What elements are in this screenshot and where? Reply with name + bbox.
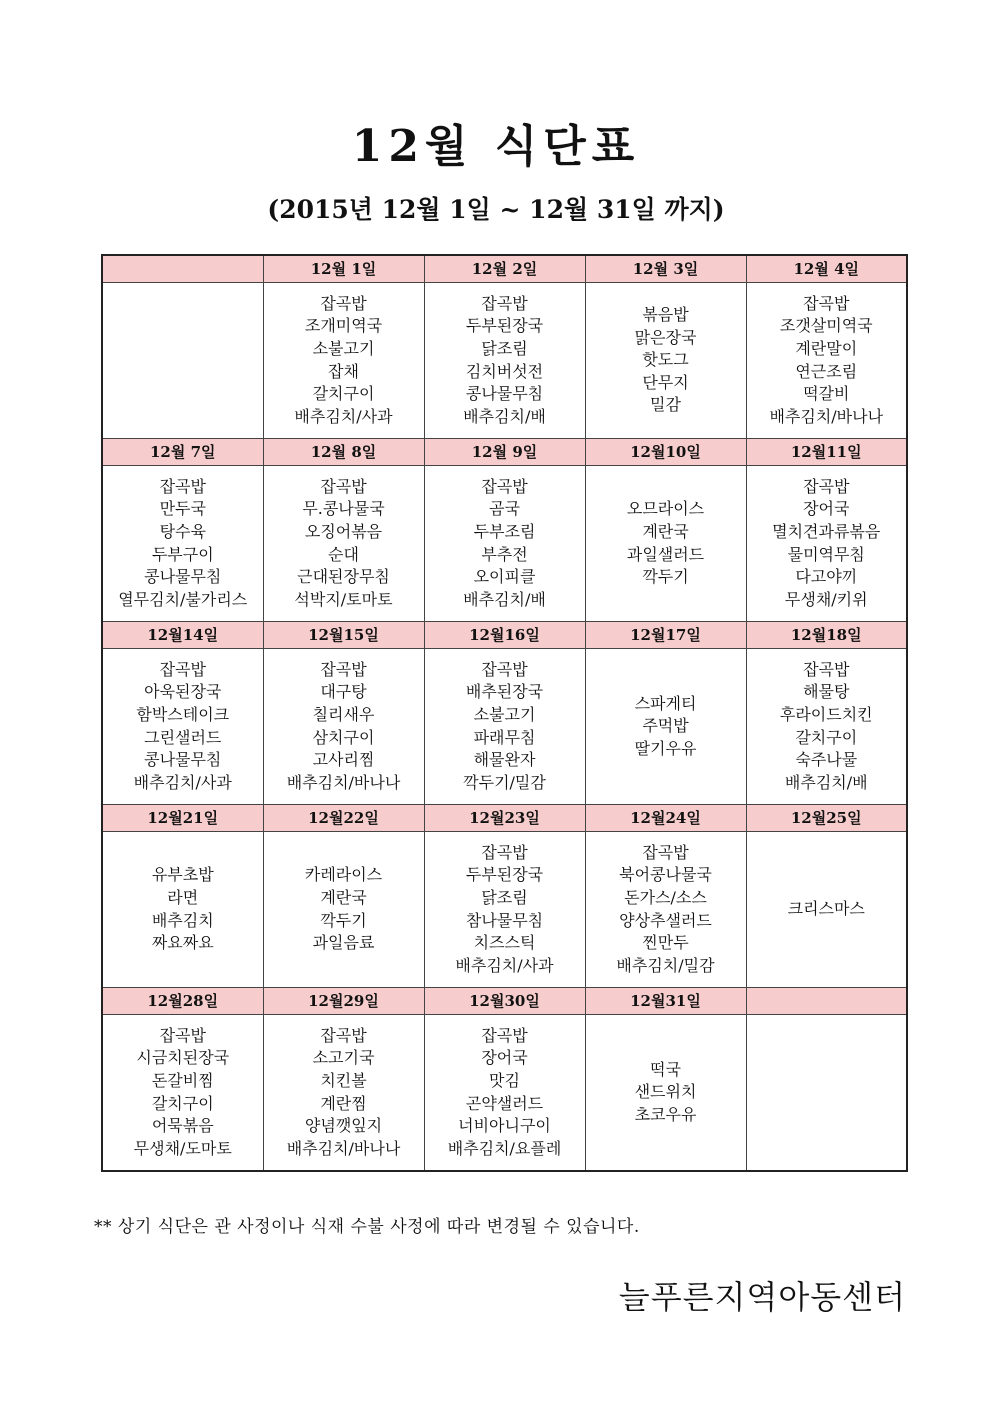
- menu-item: 맛김: [489, 1070, 520, 1090]
- date-cell: 12월30일: [424, 988, 585, 1015]
- menu-item: 콩나물무침: [465, 384, 544, 404]
- menu-item: 칠리새우: [312, 704, 375, 724]
- menu-item: 밀감: [650, 395, 681, 415]
- menu-item: 갈치구이: [312, 384, 375, 404]
- date-header-row: [102, 805, 907, 832]
- menu-item: 배추김치/바나나: [769, 406, 884, 426]
- menu-item: 잡곡밥: [803, 293, 850, 313]
- menu-item: 시금치된장국: [136, 1048, 230, 1068]
- menu-cell: [746, 832, 907, 988]
- date-cell: 12월 8일: [263, 439, 424, 466]
- menu-cell: [585, 283, 746, 439]
- menu-item: 찐만두: [642, 933, 689, 953]
- menu-cell: [424, 466, 585, 622]
- menu-item: 치즈스틱: [473, 933, 536, 953]
- date-cell: 12월16일: [424, 622, 585, 649]
- menu-cell: [424, 649, 585, 805]
- menu-item: 멸치견과류볶음: [772, 521, 881, 541]
- menu-item: 두부된장국: [465, 316, 544, 336]
- menu-item: 배추김치: [151, 910, 214, 930]
- date-cell: 12월21일: [102, 805, 263, 832]
- menu-item: 삼치구이: [312, 727, 375, 747]
- date-header-row: [102, 622, 907, 649]
- menu-item: 잡곡밥: [803, 659, 850, 679]
- menu-item: 잡곡밥: [320, 1025, 367, 1045]
- menu-item: 배추김치/요플레: [447, 1138, 562, 1158]
- date-cell: 12월11일: [746, 439, 907, 466]
- menu-item: 대구탕: [320, 682, 367, 702]
- menu-cell: [263, 283, 424, 439]
- menu-cell: [585, 1015, 746, 1172]
- menu-cell: [102, 832, 263, 988]
- menu-cell: [102, 283, 263, 439]
- menu-table: [101, 254, 908, 1172]
- menu-item: 양념깻잎지: [304, 1116, 383, 1136]
- change-notice: ** 상기 식단은 관 사정이나 식재 수불 사정에 따라 변경될 수 있습니다.: [94, 1217, 640, 1237]
- menu-item: 함박스테이크: [136, 704, 230, 724]
- menu-item: 숙주나물: [795, 750, 858, 770]
- menu-item: 조갯살미역국: [779, 316, 873, 336]
- menu-item: 계란찜: [320, 1093, 367, 1113]
- menu-item: 파래무침: [473, 727, 536, 747]
- menu-item: 석박지/토마토: [294, 589, 393, 609]
- menu-item: 잡곡밥: [159, 476, 206, 496]
- menu-cell: [102, 466, 263, 622]
- date-cell: 12월25일: [746, 805, 907, 832]
- menu-item: 양상추샐러드: [619, 910, 712, 930]
- menu-item: 무생채/키위: [784, 589, 868, 609]
- menu-item: 배추김치/바나나: [286, 1138, 401, 1158]
- menu-item: 배추김치/배: [463, 406, 546, 426]
- menu-item: 두부구이: [151, 544, 214, 564]
- date-cell: 12월23일: [424, 805, 585, 832]
- menu-item: 라면: [167, 887, 199, 907]
- menu-cell: [746, 466, 907, 622]
- date-cell: [746, 988, 907, 1015]
- menu-item: 오이피클: [473, 567, 536, 587]
- menu-item: 깍두기: [642, 567, 689, 587]
- menu-item: 잡곡밥: [481, 476, 528, 496]
- menu-item: 그린샐러드: [144, 727, 222, 747]
- menu-item: 배추김치/배: [784, 772, 868, 792]
- menu-item: 닭조림: [481, 338, 528, 358]
- date-cell: 12월 3일: [585, 255, 746, 283]
- center-name: 늘푸른지역아동센터: [618, 1278, 906, 1316]
- date-cell: 12월10일: [585, 439, 746, 466]
- menu-item: 열무김치/불가리스: [118, 589, 248, 609]
- date-cell: 12월 4일: [746, 255, 907, 283]
- date-range-subtitle: (2015년 12월 1일 ~ 12월 31일 까지): [267, 195, 725, 224]
- menu-item: 두부조림: [473, 521, 536, 541]
- menu-item: 배추김치/밀감: [616, 955, 715, 975]
- menu-item: 치킨볼: [320, 1070, 367, 1090]
- menu-item: 장어국: [803, 499, 850, 519]
- menu-cell: [263, 832, 424, 988]
- menu-item: 딸기우유: [634, 738, 697, 758]
- menu-item: 샌드위치: [634, 1082, 697, 1102]
- menu-item: 아욱된장국: [144, 682, 222, 702]
- menu-item: 계란국: [642, 521, 689, 541]
- menu-item: 핫도그: [642, 350, 689, 370]
- menu-item: 닭조림: [481, 887, 528, 907]
- menu-item: 후라이드치킨: [779, 704, 873, 724]
- menu-item: 짜요짜요: [151, 933, 214, 953]
- menu-cell: [746, 649, 907, 805]
- menu-item: 돈갈비찜: [151, 1070, 214, 1090]
- menu-item: 고사리찜: [312, 750, 375, 770]
- menu-item: 너비아니구이: [458, 1116, 551, 1136]
- menu-item: 순대: [328, 544, 359, 564]
- page-title: 12월 식단표: [351, 121, 641, 172]
- menu-cell: [102, 649, 263, 805]
- menu-row: [102, 466, 907, 622]
- menu-row: [102, 1015, 907, 1172]
- menu-item: 잡곡밥: [803, 476, 850, 496]
- menu-item: 배추김치/사과: [133, 772, 232, 792]
- menu-item: 깍두기: [320, 910, 367, 930]
- menu-item: 김치버섯전: [465, 361, 544, 381]
- menu-item: 초코우유: [634, 1104, 697, 1124]
- date-cell: 12월31일: [585, 988, 746, 1015]
- menu-cell: [263, 649, 424, 805]
- menu-item: 콩나물무침: [144, 750, 222, 770]
- menu-item: 소고기국: [312, 1048, 375, 1068]
- menu-cell: [585, 649, 746, 805]
- menu-item: 오므라이스: [626, 499, 705, 519]
- menu-item: 조개미역국: [304, 316, 383, 336]
- menu-item: 배추김치/사과: [455, 955, 554, 975]
- menu-item: 깍두기/밀감: [463, 772, 546, 792]
- menu-row: [102, 832, 907, 988]
- menu-item: 해물완자: [473, 750, 536, 770]
- menu-item: 탕수육: [159, 521, 206, 541]
- menu-item: 곤약샐러드: [465, 1093, 544, 1113]
- date-cell: 12월 1일: [263, 255, 424, 283]
- date-cell: 12월 9일: [424, 439, 585, 466]
- date-header-row: [102, 439, 907, 466]
- menu-cell: [263, 1015, 424, 1172]
- menu-item: 잡곡밥: [481, 1025, 528, 1045]
- menu-item: 맑은장국: [634, 327, 697, 347]
- date-header-row: [102, 988, 907, 1015]
- menu-item: 어묵볶음: [151, 1116, 214, 1136]
- menu-item: 갈치구이: [151, 1093, 214, 1113]
- menu-item: 잡곡밥: [642, 842, 689, 862]
- menu-item: 잡곡밥: [320, 659, 367, 679]
- menu-row: [102, 649, 907, 805]
- menu-item: 배추된장국: [465, 682, 544, 702]
- menu-item: 무생채/도마토: [133, 1138, 232, 1158]
- menu-item: 콩나물무침: [144, 567, 222, 587]
- menu-item: 주먹밥: [642, 716, 689, 736]
- date-cell: 12월15일: [263, 622, 424, 649]
- menu-item: 떡국: [650, 1059, 681, 1079]
- menu-item: 스파게티: [634, 693, 697, 713]
- menu-item: 만두국: [159, 499, 206, 519]
- menu-item: 잡곡밥: [481, 842, 528, 862]
- menu-item: 연근조림: [795, 361, 858, 381]
- menu-item: 계란말이: [795, 338, 858, 358]
- menu-item: 오징어볶음: [304, 521, 383, 541]
- menu-item: 근대된장무침: [297, 567, 390, 587]
- menu-item: 돈가스/소스: [624, 887, 707, 907]
- menu-cell: [585, 466, 746, 622]
- menu-item: 해물탕: [803, 682, 850, 702]
- menu-item: 카레라이스: [304, 865, 383, 885]
- menu-cell: [424, 832, 585, 988]
- menu-row: [102, 283, 907, 439]
- menu-item: 배추김치/사과: [294, 406, 393, 426]
- menu-item: 잡채: [328, 361, 359, 381]
- date-cell: 12월22일: [263, 805, 424, 832]
- menu-item: 잡곡밥: [481, 293, 528, 313]
- menu-item: 잡곡밥: [320, 293, 367, 313]
- menu-item: 배추김치/배: [463, 589, 546, 609]
- menu-cell: [263, 466, 424, 622]
- menu-item: 크리스마스: [787, 899, 865, 919]
- menu-item: 볶음밥: [642, 305, 689, 325]
- date-cell: 12월28일: [102, 988, 263, 1015]
- menu-cell: [102, 1015, 263, 1172]
- menu-item: 떡갈비: [803, 384, 850, 404]
- menu-cell: [424, 283, 585, 439]
- menu-cell: [746, 283, 907, 439]
- menu-item: 소불고기: [312, 338, 375, 358]
- date-cell: [102, 255, 263, 283]
- menu-item: 계란국: [320, 887, 367, 907]
- menu-item: 참나물무침: [465, 910, 544, 930]
- menu-item: 잡곡밥: [320, 476, 367, 496]
- menu-item: 잡곡밥: [481, 659, 528, 679]
- menu-item: 잡곡밥: [159, 1025, 206, 1045]
- menu-item: 소불고기: [473, 704, 536, 724]
- menu-item: 무.콩나물국: [302, 499, 385, 519]
- date-cell: 12월 2일: [424, 255, 585, 283]
- menu-item: 갈치구이: [795, 727, 858, 747]
- menu-cell: [746, 1015, 907, 1172]
- menu-item: 부추전: [481, 544, 528, 564]
- menu-item: 단무지: [642, 372, 689, 392]
- date-cell: 12월14일: [102, 622, 263, 649]
- date-cell: 12월17일: [585, 622, 746, 649]
- date-header-row: [102, 255, 907, 283]
- date-cell: 12월 7일: [102, 439, 263, 466]
- menu-cell: [585, 832, 746, 988]
- menu-item: 배추김치/바나나: [286, 772, 401, 792]
- menu-item: 잡곡밥: [159, 659, 206, 679]
- menu-item: 두부된장국: [465, 865, 544, 885]
- menu-cell: [424, 1015, 585, 1172]
- menu-item: 곰국: [489, 499, 520, 519]
- menu-item: 물미역무침: [787, 544, 865, 564]
- date-cell: 12월18일: [746, 622, 907, 649]
- menu-item: 과일음료: [312, 933, 375, 953]
- date-cell: 12월24일: [585, 805, 746, 832]
- menu-item: 다고야끼: [795, 567, 858, 587]
- menu-item: 과일샐러드: [626, 544, 705, 564]
- date-cell: 12월29일: [263, 988, 424, 1015]
- menu-item: 북어콩나물국: [619, 865, 712, 885]
- menu-item: 장어국: [481, 1048, 528, 1068]
- menu-item: 유부초밥: [151, 865, 214, 885]
